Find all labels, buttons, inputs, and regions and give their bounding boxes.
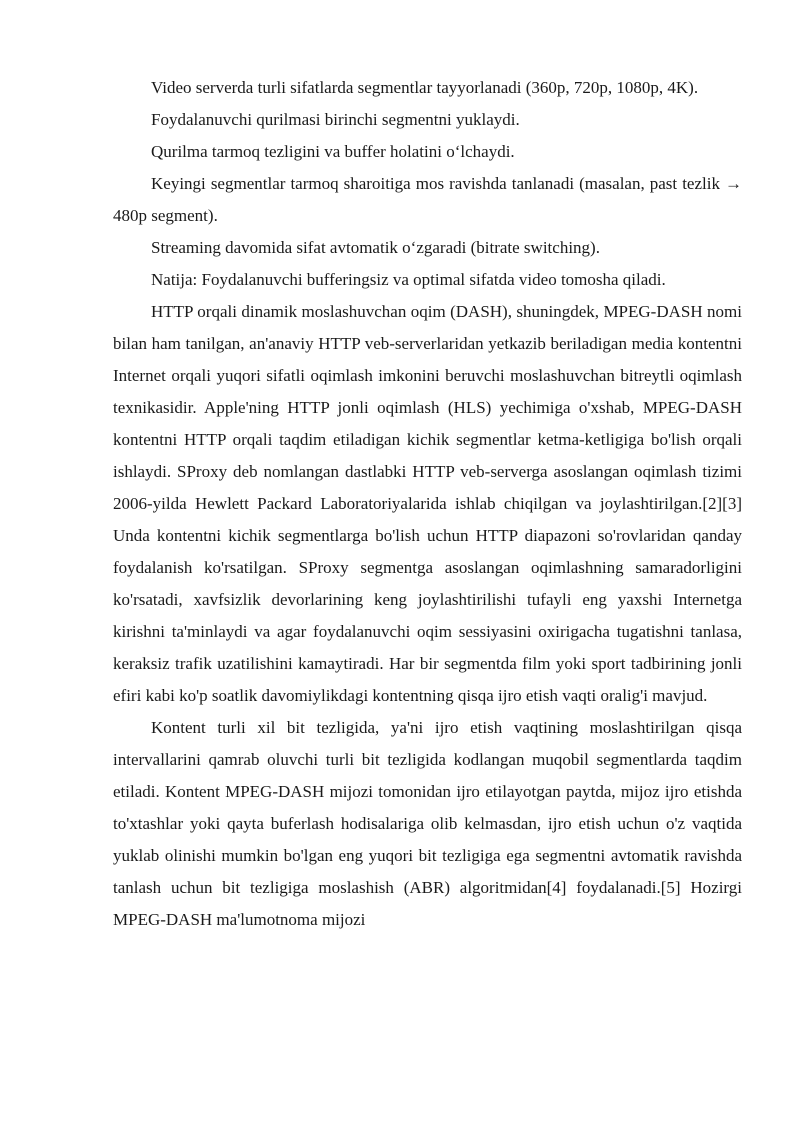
paragraph-dash-overview: HTTP orqali dinamik moslashuvchan oqim (DASH), shuningdek, MPEG-DASH nomi bilan ham tanilgan, an'anaviy HTTP veb-serverlaridan yetkazib beriladigan media kontentni Internet orqali yuqori sifatli oqimlash imkonini beruvchi moslashuvchan bitreytli oqimlash texnikasidir. Apple'ning HTTP jonli oqimlash (HLS) yechimiga o'xshab, MPEG-DASH kontentni HTTP orqali taqdim etiladigan kichik segmentlar ketma-ketligiga bo'lish orqali ishlaydi. SProxy deb nomlangan dastlabki HTTP veb-serverga asoslangan oqimlash tizimi 2006-yilda Hewlett Packard Laboratoriyalarida ishlab chiqilgan va joylashtirilgan.[2][3] Unda kontentni kichik segmentlarga bo'lish uchun HTTP diapazoni so'rovlaridan qanday foydalanish ko'rsatilgan. SProxy segmentga asoslangan oqimlashning samaradorligini ko'rsatadi, xavfsizlik devorlarining keng joylashtirilishi tufayli eng yaxshi Internetga kirishni ta'minlaydi va agar foydalanuvchi oqim sessiyasini oxirigacha tugatishni tanlasa, keraksiz trafik uzatilishini kamaytiradi. Har bir segmentda film yoki sport tadbirining jonli efiri kabi ko'p soatlik davomiylikdagi kontentning qisqa ijro etish vaqti oralig'i mavjud. (113, 302, 742, 705)
paragraph-next-segments: Keyingi segmentlar tarmoq sharoitiga mos ravishda tanlanadi (masalan, past tezlik → 480p segment). (113, 174, 742, 225)
paragraph-bitrate-switching: Streaming davomida sifat avtomatik o‘zgaradi (bitrate switching). (151, 238, 600, 257)
paragraph-video-segments: Video serverda turli sifatlarda segmentlar tayyorlanadi (360p, 720p, 1080p, 4K). (151, 78, 699, 97)
paragraph-bitrate-abr: Kontent turli xil bit tezligida, ya'ni ijro etish vaqtining moslashtirilgan qisqa intervallarini qamrab oluvchi turli bit tezligida kodlangan muqobil segmentlarda taqdim etiladi. Kontent MPEG-DASH mijozi tomonidan ijro etilayotgan paytda, mijoz ijro etishda to'xtashlar yoki qayta buferlash hodisalariga olib kelmasdan, ijro etish uchun o'z vaqtida yuklab olinishi mumkin bo'lgan eng yuqori bit tezligiga ega segmentni avtomatik ravishda tanlash uchun bit tezligiga moslashish (ABR) algoritmidan[4] foydalanadi.[5] Hozirgi MPEG-DASH ma'lumotnoma mijozi (113, 718, 742, 929)
paragraph-first-segment: Foydalanuvchi qurilmasi birinchi segmentni yuklaydi. (151, 110, 520, 129)
paragraph-result: Natija: Foydalanuvchi bufferingsiz va optimal sifatda video tomosha qiladi. (151, 270, 666, 289)
paragraph-measure-network: Qurilma tarmoq tezligini va buffer holatini o‘lchaydi. (151, 142, 515, 161)
document-body (113, 72, 742, 936)
